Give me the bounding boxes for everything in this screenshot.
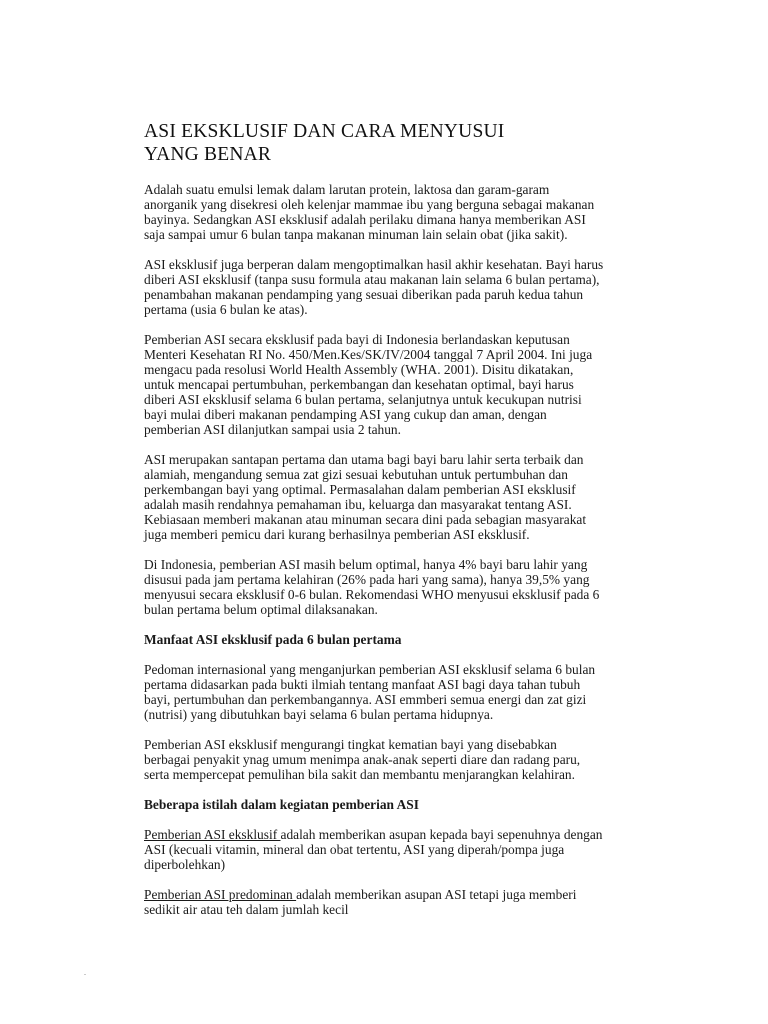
document-page <box>144 120 664 932</box>
term-predominant-label: Pemberian ASI predominan <box>144 887 297 902</box>
term-exclusive <box>144 827 664 872</box>
term-exclusive-definition: adalah memberikan asupan kepada bayi sepenuhnya dengan ASI (kecuali vitamin, mineral dan obat tertentu, ASI yang diperah/pompa juga diperbolehkan) <box>144 827 603 872</box>
paragraph-regulation: Pemberian ASI secara eksklusif pada bayi di Indonesia berlandaskan keputusan Menteri Kesehatan RI No. 450/Men.Kes/SK/IV/2004 tanggal 7 April 2004. Ini juga mengacu pada resolusi World Health Assembly (WHA. 2001). Disitu dikatakan, untuk mencapai pertumbuhan, perkembangan dan kesehatan optimal, bayi harus diberi ASI eksklusif selama 6 bulan pertama, selanjutnya untuk kecukupan nutrisi bayi mulai diberi makanan pendamping ASI yang cukup dan aman, dengan pemberian ASI dilanjutkan sampai usia 2 tahun. <box>144 332 593 437</box>
document-title <box>144 120 664 166</box>
subheading-benefits: Manfaat ASI eksklusif pada 6 bulan pertama <box>144 632 402 647</box>
term-predominant <box>144 887 664 917</box>
title-line-1: ASI EKSKLUSIF DAN CARA MENYUSUI <box>144 121 505 142</box>
paragraph-first-food: ASI merupakan santapan pertama dan utama bagi bayi baru lahir serta terbaik dan alamiah, mengandung semua zat gizi sesuai kebutuhan untuk pertumbuhan dan perkembangan bayi yang optimal. Permasalahan dalam pemberian ASI eksklusif adalah masih rendahnya pemahaman ibu, keluarga dan masyarakat tentang ASI. Kebiasaan memberi makanan atau minuman secara dini pada sebagian masyarakat juga memberi pemicu dari kurang berhasilnya pemberian ASI eksklusif. <box>144 452 587 542</box>
term-predominant-definition: adalah memberikan asupan ASI tetapi juga memberi sedikit air atau teh dalam jumlah kecil <box>144 887 577 917</box>
title-line-2: YANG BENAR <box>144 144 272 165</box>
paragraph-indonesia-stats: Di Indonesia, pemberian ASI masih belum optimal, hanya 4% bayi baru lahir yang disusui pada jam pertama kelahiran (26% pada hari yang sama), hanya 39,5% yang menyusui secara eksklusif 0-6 bulan. Rekomendasi WHO menyusui eksklusif pada 6 bulan pertama belum optimal dilaksanakan. <box>144 557 600 617</box>
subheading-terms: Beberapa istilah dalam kegiatan pemberian ASI <box>144 797 419 812</box>
term-exclusive-label: Pemberian ASI eksklusif <box>144 827 281 842</box>
paragraph-role: ASI eksklusif juga berperan dalam mengoptimalkan hasil akhir kesehatan. Bayi harus diberi ASI eksklusif (tanpa susu formula atau makanan lain selama 6 bulan pertama), penambahan makanan pendamping yang sesuai diberikan pada paruh kedua tahun pertama (usia 6 bulan ke atas). <box>144 257 604 317</box>
paragraph-definition: Adalah suatu emulsi lemak dalam larutan protein, laktosa dan garam-garam anorganik yang disekresi oleh kelenjar mammae ibu yang berguna sebagai makanan bayinya. Sedangkan ASI eksklusif adalah perilaku dimana hanya memberikan ASI saja sampai umur 6 bulan tanpa makanan minuman lain selain obat (jika sakit). <box>144 182 595 242</box>
page-footer-mark: . <box>84 968 86 977</box>
paragraph-mortality: Pemberian ASI eksklusif mengurangi tingkat kematian bayi yang disebabkan berbagai penyakit ynag umum menimpa anak-anak seperti diare dan radang paru, serta mempercepat pemulihan bila sakit dan membantu menjarangkan kelahiran. <box>144 737 581 782</box>
paragraph-guidelines: Pedoman internasional yang menganjurkan pemberian ASI eksklusif selama 6 bulan pertama didasarkan pada bukti ilmiah tentang manfaat ASI bagi daya tahan tubuh bayi, pertumbuhan dan perkembangannya. ASI emmberi semua energi dan zat gizi (nutrisi) yang dibutuhkan bayi selama 6 bulan pertama hidupnya. <box>144 662 596 722</box>
